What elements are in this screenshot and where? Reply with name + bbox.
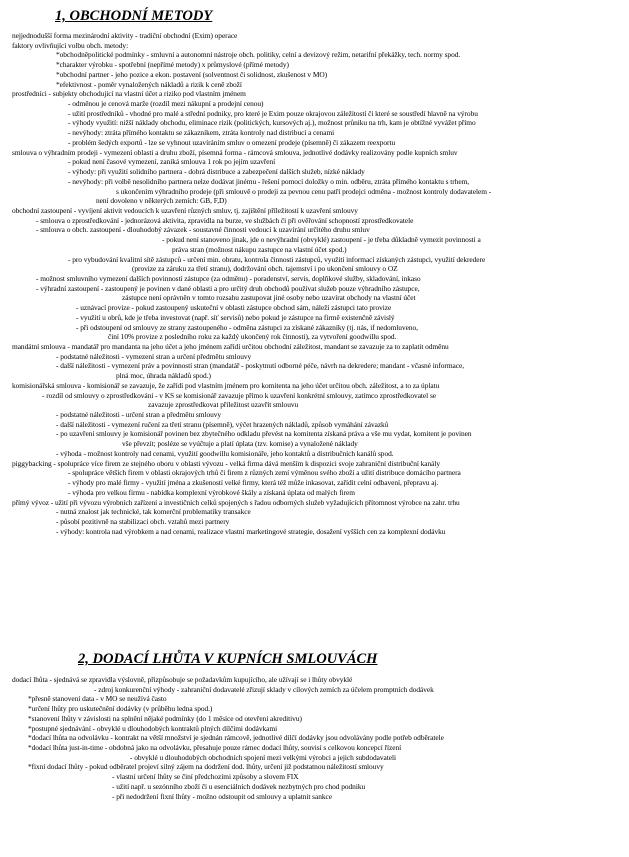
text-line: *postupné sjednávání - obvyklé u dlouhodobých kontraktů plných dílčími dodávkami <box>28 723 278 733</box>
text-line: - výhoda - možnost kontroly nad cenami, využití goodwillu komisionáře, jeho kontaktů a distribučních kanálů spod. <box>56 448 394 458</box>
text-line: - zdroj konkurenční výhody - zahraniční dodavatelé zřizují sklady v cílových zemích za účelem promptních dodávek <box>94 684 434 694</box>
text-line: - působí pozitivně na stabilizaci obch. vztahů mezi partnery <box>56 516 230 526</box>
text-line: - obvyklé u dlouhodobých obchodních spojení mezi velkými výrobci a jejich subdodavateli <box>130 752 396 762</box>
text-line: - spolupráce větších firem v oblasti okrajových trhů či firem z různých zemí výměnou svého zboží a užití distribuce domácího partnera <box>68 468 461 478</box>
text-line: *obchodněpolitické podmínky - smluvní a autonomní nástroje obch. politiky, celní a devizový režim, netarifní překážky, tech. normy spod. <box>56 50 461 60</box>
text-line: přímý vývoz - užití při vývozu výrobních zařízení a investičních celků spojených s řadou odborných služeb vyžadujících přítomnost výrobce na zahr. trhu <box>12 497 460 507</box>
text-line: - pro vybudování kvalitní sítě zástupců - určení min. obratu, kontrola činnosti zástupců, využití informací získaných zástupci, využití dekredere <box>68 254 486 264</box>
text-line: práva stran (možnost nákupu zastupce na vlastní účet spod.) <box>172 244 347 254</box>
text-line: - výhody pro malé firmy - využití jména a zkušeností velké firmy, která též může inkasovat, zařídit celní odbavení, přepravu aj. <box>68 478 439 488</box>
text-line: - pokud není stanoveno jinak, jde o nevýhradní (obvyklé) zastoupení - je třeba důkladně vymezit povinnosti a <box>162 235 481 245</box>
text-line: - výhoda pro velkou firmu - nabídka komplexní výrobkové škály a získaná úplata od malých firem <box>68 487 355 497</box>
text-line: - po uzavření smlouvy je komisionář povinen bez zbytečného odkladu převést na komitenta získaná práva a vše mu vydat, komitent je povinen <box>56 429 472 439</box>
text-line: - výhody: při využití solidního partnera - dobrá distribuce a zabezpečení dalších služeb, nízké náklady <box>68 167 365 177</box>
text-line: - užití např. u sezónního zboží či u esenciálních dodávek nezbytných pro chod podniku <box>112 781 366 791</box>
text-line: *určení lhůty pro uskutečnění dodávky (v průběhu ledna spod.) <box>28 704 213 714</box>
text-line: *dodací lhůta na odvolávku - kontrakt na větší množství je sjednán rámcově, jednotlivé dílčí dodávky jsou odvolávány podle potřeb odběratele <box>28 733 444 743</box>
text-line: - nevýhody: ztráta přímého kontaktu se zákazníkem, ztráta kontroly nad distribucí a cenami <box>68 128 335 138</box>
text-line: *stanovení lhůty v závislosti na splnění nějaké podmínky (do 1 měsíce od otevření akreditivu) <box>28 713 302 723</box>
text-line: - uznávací provize - pokud zastoupený uskuteční v oblasti zástupce obchod sám, náleží zástupci tato provize <box>76 303 392 313</box>
text-line: - výhradní zastoupení - zastoupený je povinen v dané oblasti a pro určitý druh obchodů používat služeb pouze výhradního zástupce, <box>36 283 420 293</box>
text-line: *přesně stanovení data - v MO se neužívá často <box>28 694 167 704</box>
text-line: (provize za záruku za třetí stranu), dodržování obch. tajemství i po ukončení smlouvy o OZ <box>132 264 398 274</box>
text-line: - výhody využití: nižší náklady obchodu, eliminace rizik (politických, kursových aj.), možnost průniku na trh, kam je obtížné vyvážet přímo <box>68 118 476 128</box>
text-line: - při nedodržení fixní lhůty - možno odstoupit od smlouvy a uplatnit sankce <box>112 791 332 801</box>
text-line: - další náležitosti - vymezení práv a povinností stran (mandatář - poskytnutí odborné péče, návrh na dekredere; mandant - včasné informace, <box>56 361 465 371</box>
text-line: - vlastní určení lhůty se činí předchozími způsoby a slovem FIX <box>112 772 299 782</box>
text-line: *dodací lhůta just-in-time - obdobná jako na odvolávku, přesahuje pouze rámec dodací lhůty, souvisí s celkovou koncepcí řízení <box>28 743 402 753</box>
text-line: - možnost smluvního vymezení dalších povinností zástupce (za odměnu) - poradenství, servis, doplňkové služby, skladování, inkaso <box>36 273 421 283</box>
text-line: faktory ovlivňující volbu obch. metody: <box>12 40 129 50</box>
section-body-dodaci-lhuta <box>12 675 624 801</box>
text-line: *charakter výrobku - spotřební (nepřímé metody) x průmyslové (přímé metody) <box>56 60 289 70</box>
text-line: zástupce není oprávněn v tomto rozsahu zastupovat jiné osoby nebo uzavírat obchody na vlastní účet <box>122 293 416 303</box>
section-heading-dodaci-lhuta: 2, DODACÍ LHŮTA V KUPNÍCH SMLOUVÁCH <box>78 651 378 667</box>
text-line: komisionářská smlouva - komisionář se zavazuje, že zařídí pod vlastním jménem pro komitenta na jeho účet určitou obch. záležitost, a to za úplatu <box>12 380 440 390</box>
text-line: - využití u obrů, kde je třeba investovat (např. síť servisů) nebo pokud je zástupce na firmě existenčně závislý <box>76 312 395 322</box>
text-line: prostředníci - subjekty obchodující na vlastní účet a riziko pod vlastním jménem <box>12 89 246 99</box>
text-line: - užití prostředníků - vhodné pro malé a střední podniky, pro které je Exim pouze okrajovou záležitostí či které se soustředí hlavně na výrobu <box>68 108 478 118</box>
text-line: - smlouva o zprostředkování - jednorázová aktivita, zpravidla na burze, ve službách či při ověřování schopností zprostředkovatele <box>36 215 414 225</box>
text-line: - podstatné náležitosti - vymezení stran a určení předmětu smlouvy <box>56 351 252 361</box>
text-line: není dovoleno v některých zemích: GB, F,D) <box>96 196 227 206</box>
text-line: smlouva o výhradním prodeji - vymezení oblasti a druhu zboží, písemná forma - rámcová smlouva, jednotlivé dodávky realizovány podle kupních smluv <box>12 147 458 157</box>
text-line: piggybacking - spolupráce více firem ze stejného oboru v oblasti vývozu - velká firma dává menším k dispozici svoje zahraniční distribuční kanály <box>12 458 441 468</box>
text-line: - rozdíl od smlouvy o zprostředkování - v KS se komisionář zavazuje přímo k uzavření konkrétní smlouvy, zatímco zprostředkovatel se <box>42 390 437 400</box>
text-line: plná moc, úhrada nákladů spod.) <box>116 371 211 381</box>
text-line: - nevýhody: při volbě nesolidního partnera nelze dodávat jinému - řešení pomocí doložky o min. odběru, ztráta přímého kontaktu s trhem, <box>68 176 470 186</box>
text-line: obchodní zastoupení - vyvíjení aktivit vedoucích k uzavření různých smluv, tj. zajištění příležitostí k uzavření smlouvy <box>12 205 358 215</box>
section-body-obchodni-metody <box>12 31 624 536</box>
text-line: nejjednodušší forma mezinárodní aktivity - tradiční obchodní (Exim) operace <box>12 31 238 40</box>
text-line: *fixní dodací lhůty - pokud odběratel projeví silný zájem na dodržení dod. lhůty, určení již podstatnou náležitostí smlouvy <box>28 762 384 772</box>
section-heading-obchodni-metody: 1, OBCHODNÍ METODY <box>55 8 213 24</box>
text-line: *efektivnost - poměr vynaložených nákladů a rizik k ceně zboží <box>56 79 242 89</box>
text-line: *obchodní partner - jeho pozice a ekon. postavení (solventnost či solidnost, zkušenost v MO) <box>56 69 328 79</box>
text-line: - nutná znalost jak technické, tak komerční problematiky transakce <box>56 507 251 517</box>
text-line: - další náležitosti - vymezení ručení za třetí stranu (písemně), výčet hrazených nákladů, způsob vymáhání závazků <box>56 419 389 429</box>
text-line: s ukončením výhradního prodeje (při smlouvě o prodeji za pevnou cenu patří prodejci odměna - možnost kontroly dodavatelem - <box>116 186 492 196</box>
text-line: - výhody: kontrola nad výrobkem a nad cenami, realizace vlastní marketingové strategie, dosažení vyšších cen za komplexní dodávku <box>56 526 446 536</box>
text-line: - odměnou je cenová marže (rozdíl mezi nákupní a prodejní cenou) <box>68 99 264 109</box>
text-line: - problém šedých exportů - lze se vyhnout uzavíráním smluv o omezení prodeje (písemně) či zákazem reexportu <box>68 137 396 147</box>
text-line: - smlouva o obch. zastoupení - dlouhodobý závazek - soustavné činnosti vedoucí k uzavírání určitého druhu smluv <box>36 225 370 235</box>
text-line: - pokud není časové vymezení, zaniká smlouva 1 rok po jejím uzavření <box>68 157 276 167</box>
text-line: dodací lhůta - sjednává se zpravidla výslovně, přizpůsobuje se požadavkům kupujícího, ale užívají se i lhůty obvyklé <box>12 675 353 684</box>
text-line: vše převzít; posléze se vyúčtuje a platí úplata (tzv. komise) a vynaložené náklady <box>122 439 358 449</box>
text-line: zavazuje zprostředkovat příležitost uzavřít smlouvu <box>148 400 299 410</box>
text-line: činí 10% provize z posledního roku za každý ukončený rok činnosti), za vytvoření goodwillu spod. <box>108 332 397 342</box>
text-line: mandátní smlouva - mandatář pro mandanta na jeho účet a jeho jménem zařídí určitou obchodní záležitost, mandant se zavazuje za to zaplatit odměnu <box>12 342 449 351</box>
text-line: - podstatné náležitosti - určení stran a předmětu smlouvy <box>56 410 222 420</box>
text-line: - při odstoupení od smlouvy ze strany zastoupeného - odměna zástupci za získané zákazníky (tj. nás, if nedomluveno, <box>76 322 418 332</box>
